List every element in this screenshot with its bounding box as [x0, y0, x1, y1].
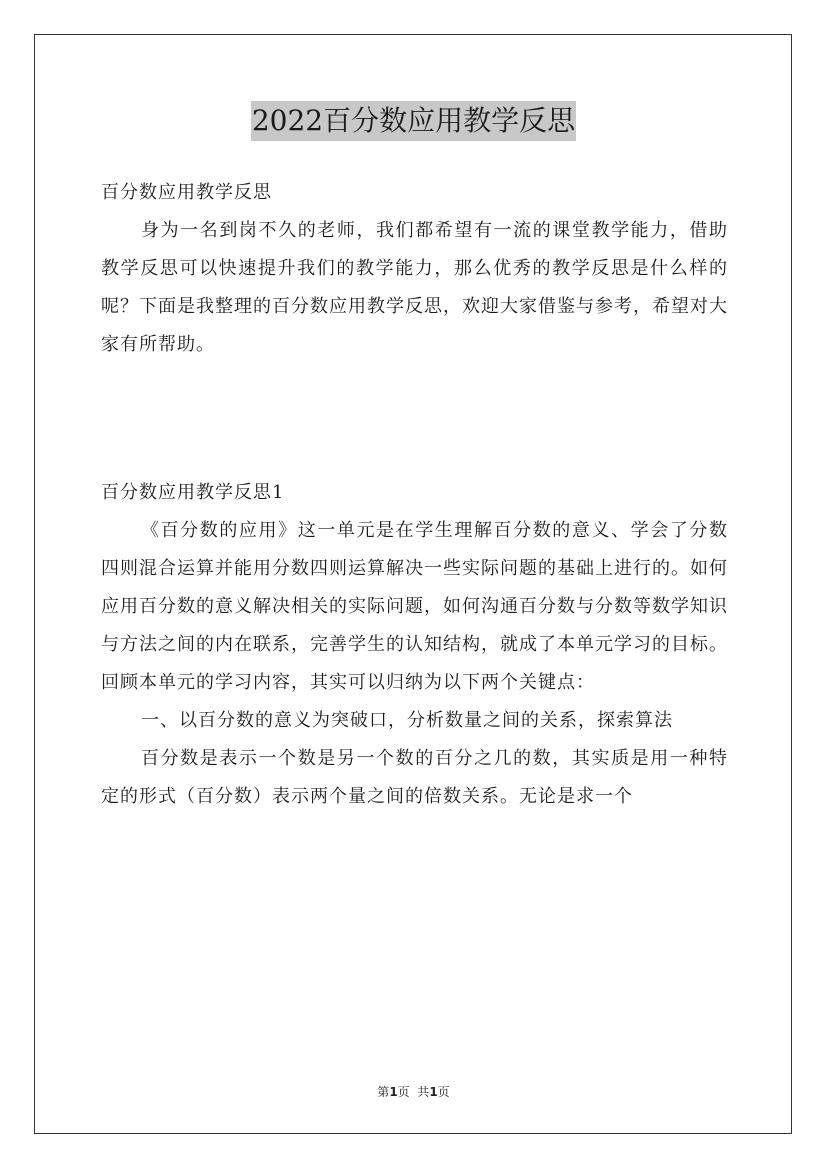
section-spacer	[101, 364, 728, 474]
document-subtitle: 百分数应用教学反思	[101, 182, 272, 203]
document-title: 2022百分数应用教学反思	[251, 101, 576, 141]
section-paragraph-2: 百分数是表示一个数是另一个数的百分之几的数，其实质是用一种特定的形式（百分数）表示两个量之间的倍数关系。无论是求一个	[101, 748, 728, 807]
intro-paragraph: 身为一名到岗不久的老师，我们都希望有一流的课堂教学能力，借助教学反思可以快速提升我们的教学能力，那么优秀的教学反思是什么样的呢？下面是我整理的百分数应用教学反思，欢迎大家借鉴与参考，希望对大家有所帮助。	[101, 220, 728, 355]
page-label-mid: 页 共	[397, 1085, 430, 1099]
section-paragraph: 《百分数的应用》这一单元是在学生理解百分数的意义、学会了分数四则混合运算并能用分数四则运算解决一些实际问题的基础上进行的。如何应用百分数的意义解决相关的实际问题，如何沟通百分数与分数等数学知识与方法之间的内在联系，完善学生的认知结构，就成了本单元学习的目标。回顾本单元的学习内容，其实可以归纳为以下两个关键点：	[101, 520, 728, 693]
title-container	[0, 101, 827, 141]
section-point-heading: 一、以百分数的意义为突破口，分析数量之间的关系，探索算法	[141, 710, 673, 731]
page-footer	[0, 1083, 827, 1100]
page-label-prefix: 第	[377, 1085, 390, 1099]
total-page-number: 1	[429, 1085, 438, 1099]
document-body	[101, 174, 728, 816]
current-page-number: 1	[389, 1085, 398, 1099]
section-heading: 百分数应用教学反思1	[101, 482, 285, 503]
page-label-suffix: 页	[437, 1085, 450, 1099]
